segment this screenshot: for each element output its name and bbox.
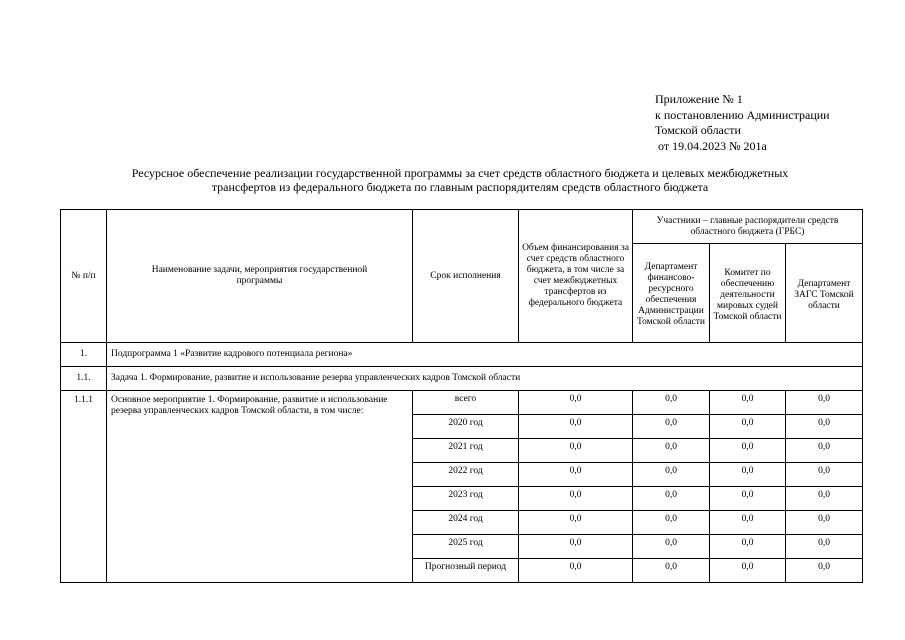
grbs-zags-cell: 0,0 bbox=[786, 511, 863, 535]
header-num: № п/п bbox=[61, 210, 107, 343]
grbs-finance-cell: 0,0 bbox=[633, 391, 710, 415]
grbs-judges-cell: 0,0 bbox=[710, 439, 786, 463]
grbs-finance-cell: 0,0 bbox=[633, 559, 710, 583]
grbs-zags-cell: 0,0 bbox=[786, 487, 863, 511]
volume-cell: 0,0 bbox=[519, 463, 633, 487]
grbs-zags-cell: 0,0 bbox=[786, 415, 863, 439]
annex-block bbox=[655, 92, 830, 154]
annex-line: Приложение № 1 bbox=[655, 92, 743, 106]
period-cell: 2023 год bbox=[413, 487, 519, 511]
title-line: трансфертов из федерального бюджета по главным распорядителям средств областного бюджета bbox=[211, 180, 709, 194]
grbs-zags-cell: 0,0 bbox=[786, 559, 863, 583]
header-term: Срок исполнения bbox=[413, 210, 519, 343]
volume-cell: 0,0 bbox=[519, 559, 633, 583]
grbs-finance-cell: 0,0 bbox=[633, 439, 710, 463]
annex-line: Томской области bbox=[655, 123, 741, 137]
grbs-judges-cell: 0,0 bbox=[710, 535, 786, 559]
activity-title: Основное мероприятие 1. Формирование, развитие и использование резерва управленческих кадров Томской области, в том числе: bbox=[107, 391, 413, 583]
header-name: Наименование задачи, мероприятия государственной программы bbox=[107, 210, 413, 343]
volume-cell: 0,0 bbox=[519, 535, 633, 559]
grbs-finance-cell: 0,0 bbox=[633, 535, 710, 559]
activity-num: 1.1.1 bbox=[61, 391, 107, 583]
grbs-zags-cell: 0,0 bbox=[786, 463, 863, 487]
grbs-judges-cell: 0,0 bbox=[710, 511, 786, 535]
period-cell: 2020 год bbox=[413, 415, 519, 439]
task-title: Задача 1. Формирование, развитие и использование резерва управленческих кадров Томской области bbox=[107, 367, 863, 391]
document-title bbox=[60, 166, 860, 194]
task-num: 1.1. bbox=[61, 367, 107, 391]
subprogram-num: 1. bbox=[61, 343, 107, 367]
grbs-zags-cell: 0,0 bbox=[786, 439, 863, 463]
period-cell: 2021 год bbox=[413, 439, 519, 463]
header-grbs-finance: Департамент финансово-ресурсного обеспечения Администрации Томской области bbox=[633, 244, 710, 343]
period-cell: 2022 год bbox=[413, 463, 519, 487]
title-line: Ресурсное обеспечение реализации государственной программы за счет средств областного бюджета и целевых межбюджетных bbox=[131, 166, 789, 180]
period-cell: всего bbox=[413, 391, 519, 415]
grbs-finance-cell: 0,0 bbox=[633, 487, 710, 511]
header-volume: Объем финансирования за счет средств областного бюджета, в том числе за счет межбюджетных трансфертов из федерального бюджета bbox=[519, 210, 633, 343]
grbs-judges-cell: 0,0 bbox=[710, 463, 786, 487]
volume-cell: 0,0 bbox=[519, 511, 633, 535]
grbs-zags-cell: 0,0 bbox=[786, 391, 863, 415]
period-cell: 2024 год bbox=[413, 511, 519, 535]
volume-cell: 0,0 bbox=[519, 391, 633, 415]
grbs-finance-cell: 0,0 bbox=[633, 511, 710, 535]
volume-cell: 0,0 bbox=[519, 487, 633, 511]
header-grbs-judges: Комитет по обеспечению деятельности мировых судей Томской области bbox=[710, 244, 786, 343]
volume-cell: 0,0 bbox=[519, 439, 633, 463]
grbs-judges-cell: 0,0 bbox=[710, 391, 786, 415]
grbs-judges-cell: 0,0 bbox=[710, 559, 786, 583]
header-participants: Участники – главные распорядители средств областного бюджета (ГРБС) bbox=[633, 210, 863, 244]
annex-line: к постановлению Администрации bbox=[655, 107, 830, 122]
table-row bbox=[61, 391, 863, 415]
grbs-zags-cell: 0,0 bbox=[786, 535, 863, 559]
volume-cell: 0,0 bbox=[519, 415, 633, 439]
grbs-finance-cell: 0,0 bbox=[633, 463, 710, 487]
subprogram-title: Подпрограмма 1 «Развитие кадрового потенциала региона» bbox=[107, 343, 863, 367]
header-grbs-zags: Департамент ЗАГС Томской области bbox=[786, 244, 863, 343]
period-cell: 2025 год bbox=[413, 535, 519, 559]
period-cell: Прогнозный период bbox=[413, 559, 519, 583]
annex-date: от 19.04.2023 № 201а bbox=[658, 138, 767, 153]
grbs-finance-cell: 0,0 bbox=[633, 415, 710, 439]
grbs-judges-cell: 0,0 bbox=[710, 487, 786, 511]
resource-table bbox=[60, 209, 863, 583]
grbs-judges-cell: 0,0 bbox=[710, 415, 786, 439]
